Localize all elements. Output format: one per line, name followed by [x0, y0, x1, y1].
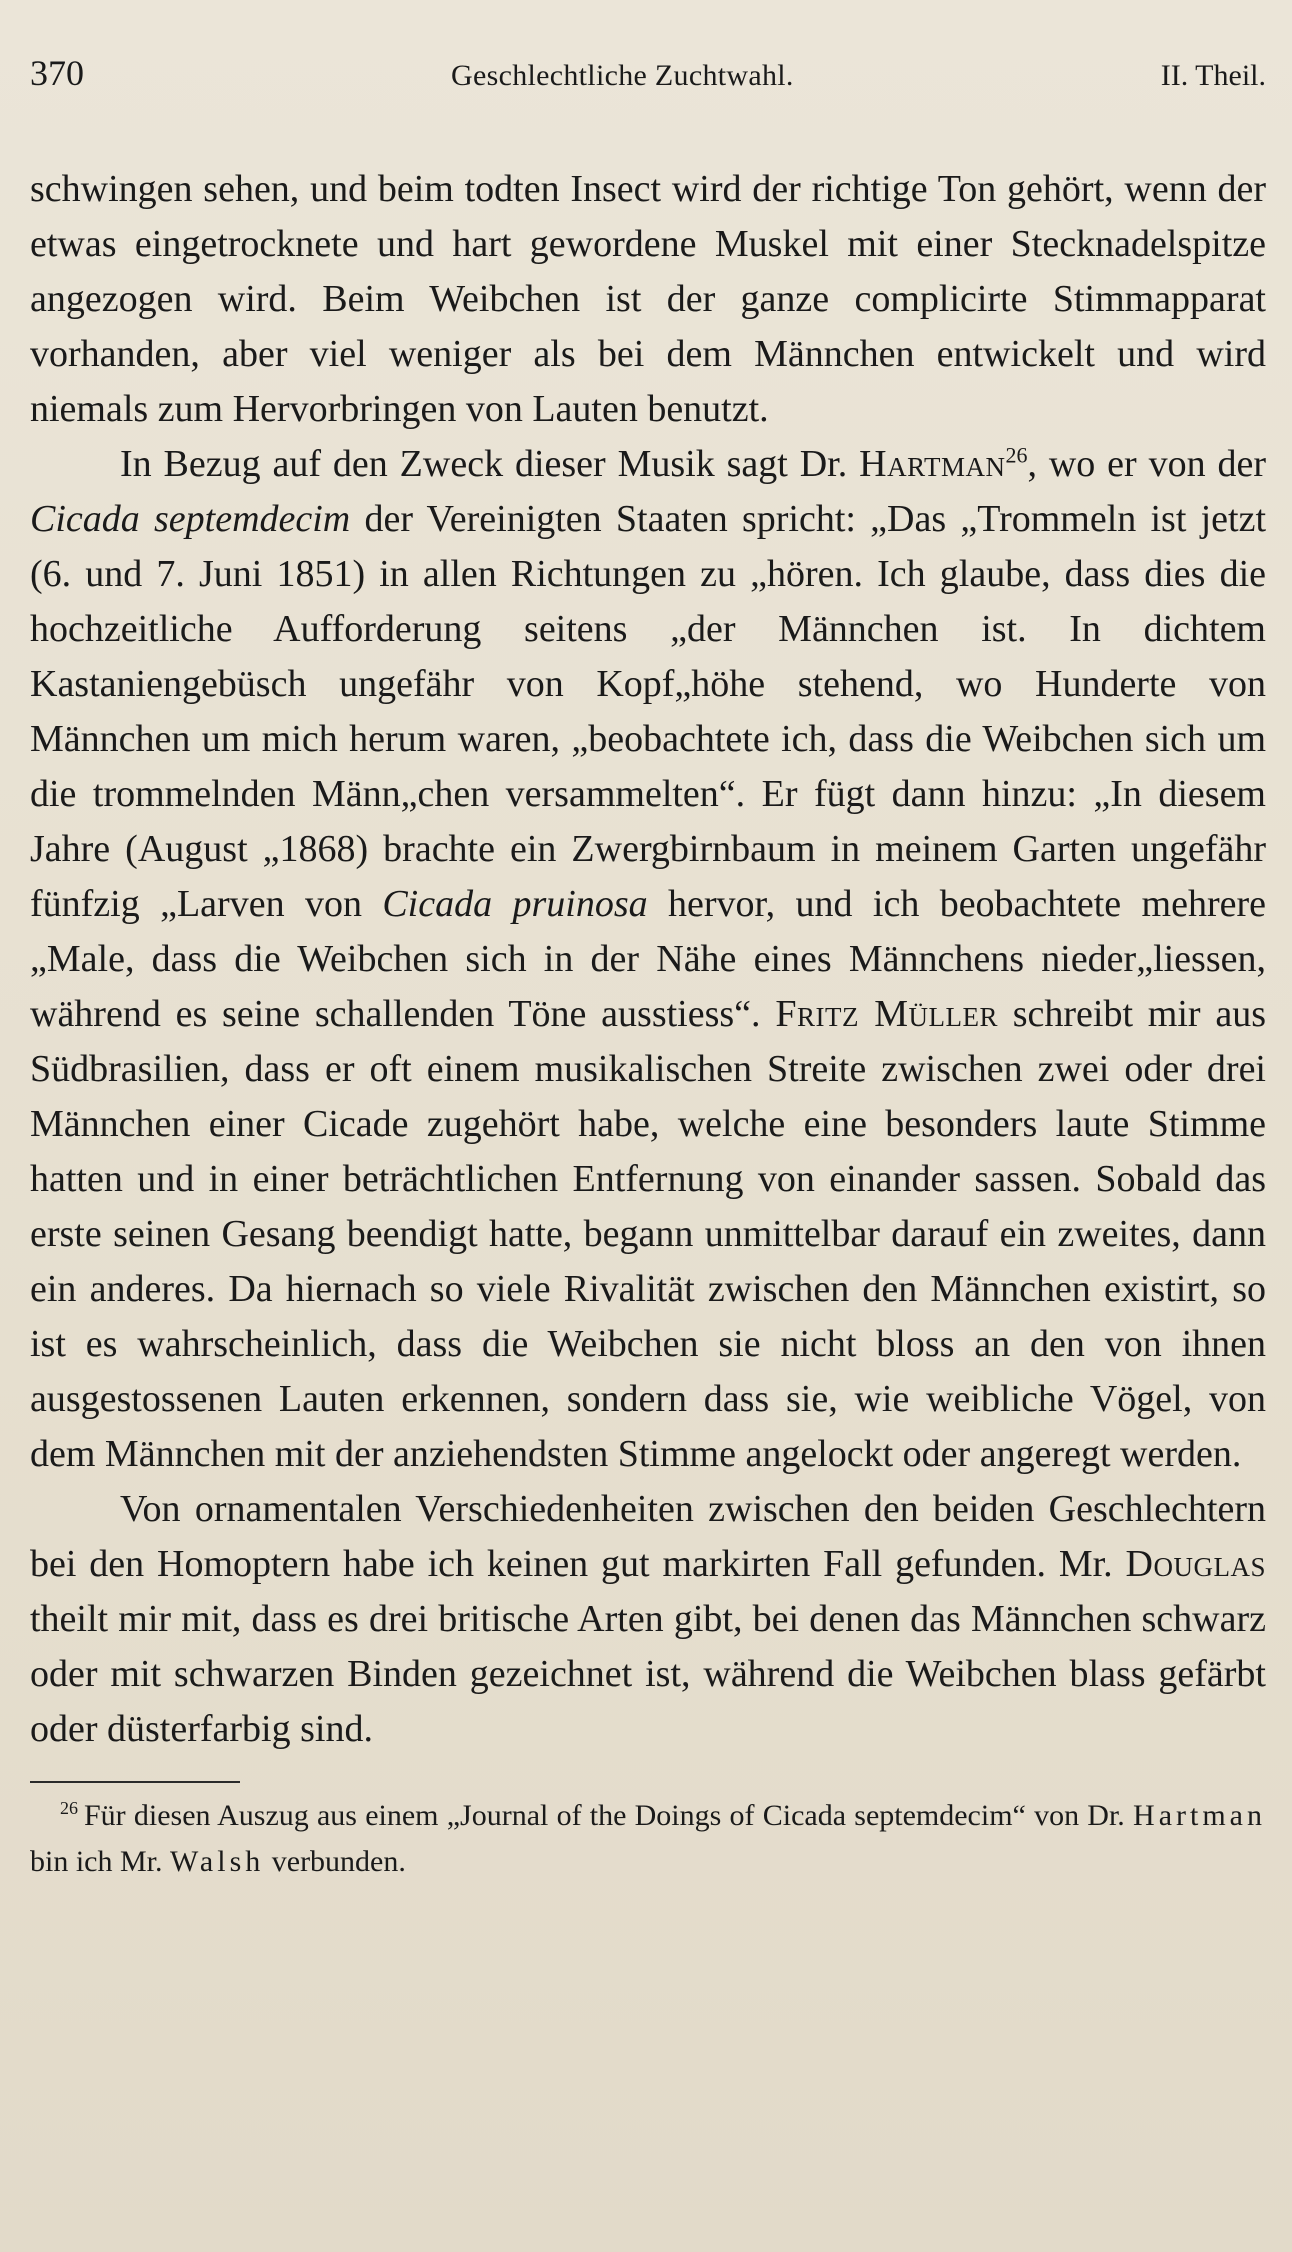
person-name: Hartman: [1133, 1799, 1266, 1832]
paragraph-3: [30, 1482, 1266, 1757]
species-name: Cicada septemdecim: [30, 498, 351, 540]
text-run: theilt mir mit, dass es drei britische Arten gibt, bei denen das Männchen schwarz oder mit schwarzen Binden gezeichnet ist, während die Weibchen blass gefärbt oder düsterfarbig sind.: [30, 1598, 1266, 1750]
person-name: Douglas: [1125, 1543, 1266, 1585]
page-number: 370: [30, 53, 84, 93]
person-name: Hartman: [859, 443, 1006, 485]
text-run: schwingen sehen, und beim todten Insect wird der richtige Ton gehört, wenn der etwas eingetrocknete und hart gewordene Muskel mit einer Stecknadelspitze angezogen wird. Beim Weibchen ist der ganze complicirte Stimmapparat vorhanden, aber viel weniger als bei dem Männchen entwickelt und wird niemals zum Hervorbringen von Lauten benutzt.: [30, 168, 1266, 430]
body-text: [30, 162, 1266, 1757]
text-run: verbunden.: [264, 1845, 406, 1878]
part-label: II. Theil.: [1160, 59, 1266, 92]
text-run: Von ornamentalen Verschiedenheiten zwischen den beiden Geschlechtern bei den Homoptern habe ich keinen gut markirten Fall gefunden. Mr.: [30, 1488, 1266, 1585]
person-name: Fritz Müller: [775, 993, 998, 1035]
paragraph-1: [30, 162, 1266, 437]
footnote: [30, 1793, 1266, 1885]
footnote-number: 26: [60, 1798, 78, 1818]
footnote-text: [30, 1799, 1266, 1878]
text-run: bin ich Mr.: [30, 1845, 170, 1878]
person-name: Walsh: [170, 1845, 265, 1878]
text-run: schreibt mir aus Südbrasilien, dass er oft einem musikalischen Streite zwischen zwei oder drei Männchen einer Cicade zugehört habe, welche eine besonders laute Stimme hatten und in einer beträchtlichen Entfernung von einander sassen. Sobald das erste seinen Gesang beendigt hatte, begann unmittelbar darauf ein zweites, dann ein anderes. Da hiernach so viele Rivalität zwischen den Männchen existirt, so ist es wahrscheinlich, dass die Weibchen sie nicht bloss an den von ihnen ausgestossenen Lauten erkennen, sondern dass sie, wie weibliche Vögel, von dem Männchen mit der anziehendsten Stimme angelockt oder angeregt werden.: [30, 993, 1267, 1475]
text-run: der Vereinigten Staaten spricht: „Das „Trommeln ist jetzt (6. und 7. Juni 1851) in allen Richtungen zu „hören. Ich glaube, dass dies die hochzeitliche Aufforderung seitens „der Männchen ist. In dichtem Kastaniengebüsch ungefähr von Kopf„höhe stehend, wo Hunderte von Männchen um mich herum waren, „beobachtete ich, dass die Weibchen sich um die trommelnden Männ„chen versammelten“. Er fügt dann hinzu: „In diesem Jahre (August „1868) brachte ein Zwergbirnbaum in meinem Garten ungefähr fünfzig „Larven von: [30, 498, 1266, 925]
footnote-reference: 26: [1005, 442, 1028, 468]
footnote-rule: [30, 1781, 240, 1783]
species-name: Cicada pruinosa: [382, 883, 648, 925]
text-run: In Bezug auf den Zweck dieser Musik sagt Dr.: [120, 443, 860, 485]
paragraph-2: [30, 437, 1266, 1482]
running-head: [30, 52, 1266, 122]
text-run: hervor, und ich beobachtete mehrere „Male, dass die Weibchen sich in der Nähe eines Männchens nieder„liessen, während es seine schallenden Töne ausstiess“.: [30, 883, 1266, 1035]
text-run: , wo er von der: [1027, 443, 1267, 485]
text-run: Für diesen Auszug aus einem „Journal of the Doings of Cicada septemdecim“ von Dr.: [84, 1799, 1134, 1832]
running-title: Geschlechtliche Zuchtwahl.: [451, 59, 794, 92]
